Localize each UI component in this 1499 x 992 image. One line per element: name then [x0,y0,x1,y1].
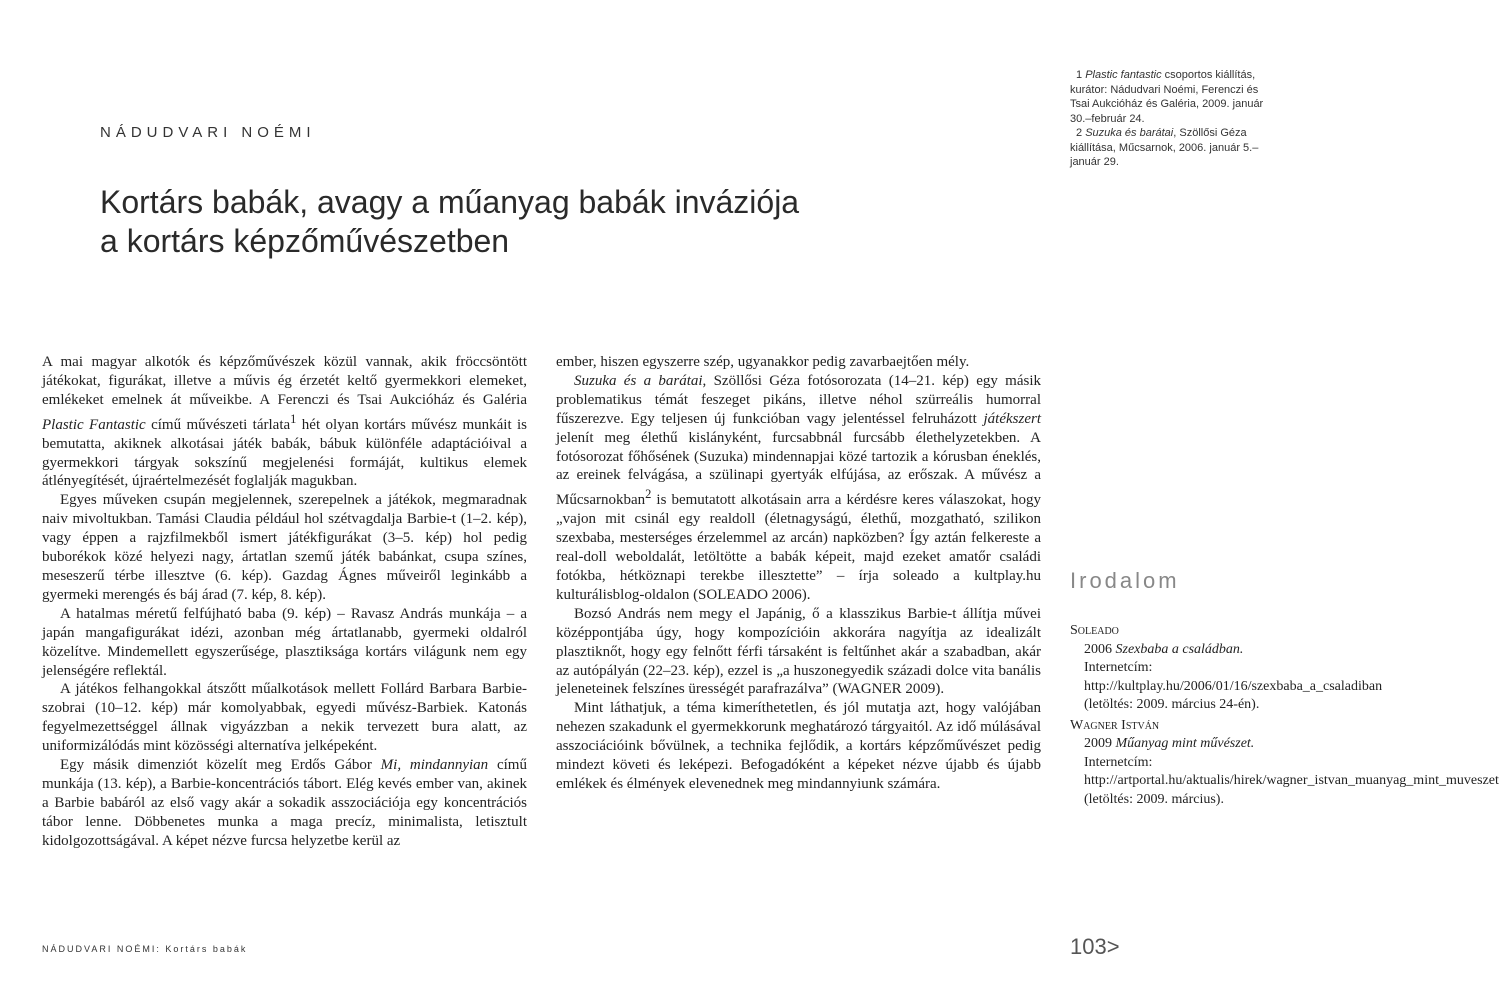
page-number: 103> [1070,934,1120,959]
paragraph: A hatalmas méretű felfújható baba (9. kép) – Ravasz András munkája – a japán mangafigurákat idézi, azonban még ártatlanabb, gyermeki oldalról közelítve. Mindemellett egyszerűsége, plasztiksága kortárs világunk nem egy jelenségére reflektál. [42,605,527,679]
author-name: NÁDUDVARI NOÉMI [100,124,316,141]
reference-entry: 2006 Szexbaba a családban. Internetcím: http://kultplay.hu/2006/01/16/szexbaba_a_csaladiban (letöltés: 2009. március 24-én). [1084,641,1383,712]
paragraph: Egyes műveken csupán megjelennek, szerepelnek a játékok, megmaradnak naiv mivoltukban. Tamási Claudia például hol szétvagdalja Barbie-t (1–2. kép), vagy éppen a rajzfilmekből ismert játékfigurákat (3–5. kép) hol pedig buborékok közé helyezi nagy, ártatlan szemű játék babánkat, csupa színes, meseszerű térbe illesztve (6. kép). Gazdag Ágnes műveiről leginkább a gyermeki merengés és báj árad (7. kép, 8. kép). [42,492,527,603]
footnote-2: 2 Suzuka és barátai, Szöllősi Géza kiállítása, Műcsarnok, 2006. január 5.–január 29. [1070,127,1259,168]
body-column-1 [42,353,527,851]
title-line-2: a kortárs képzőművészetben [100,223,510,259]
paragraph: Bozsó András nem megy el Japánig, ő a klasszikus Barbie-t állítja művei középpontjába úgy, hogy kompozícióin akkorára nagyítja az idealizált plasztiknőt, hogy egy felnőtt férfi társaként is feltűnhet akár a szabadban, akár az autópályán (22–23. kép), ezzel is „a huszonegyedik századi dolce vita banális jeleneteinek felszínes ürességét parafrazálva” (WAGNER 2009). [556,605,1041,698]
footnotes [1070,68,1265,170]
paragraph: A mai magyar alkotók és képzőművészek közül vannak, akik fröccsöntött játékokat, figurákat, illetve a művis ég érzetét keltő gyermekkori elemeket, emlékeket emelnek át műveikbe. A Ferenczi és Tsai Aukcióház és Galéria Plastic Fantastic című művészeti tárlata$^1$ hét olyan kortárs művész munkáit is bemutatta, akiknek alkotásai játék babák, bábuk különféle adaptációival a gyermekkori tárgyak sokszínű megjelenési formáját, kultikus elemek átlényegítését, újraértelmezését foglalják magukban. [42,354,528,490]
paragraph: Egy másik dimenziót közelít meg Erdős Gábor Mi, mindannyian című munkája (13. kép), a Barbie-koncentrációs tábort. Elég kevés ember van, akinek a Barbie babáról az első vagy akár a sokadik asszociációja egy koncentrációs tábor lenne. Döbbenetes munka a maga precíz, minimalista, letisztult kidolgozottságával. A képet nézve furcsa helyzetbe kerül az [42,757,527,849]
paragraph: Suzuka és a barátai, Szöllősi Géza fotósorozata (14–21. kép) egy másik problematikus témát feszeget pikáns, illetve néhol szürreális humorral fűszerezve. Egy teljesen új funkcióban vagy jelentéssel felruházott játékszert jelenít meg élethű kislányként, furcsabbnál furcsább élethelyzetekben. A fotósorozat főhősének (Suzuka) mindennapjai közé tartozik a kórusban éneklés, az ereinek felvágása, a szülinapi gyertyák elfújása, az erőszak. A művész a Műcsarnokban$^2$ is bemutatott alkotásain arra a kérdésre keres válaszokat, hogy „vajon mit csinál egy realdoll (életnagyságú, élethű, mozgatható, szilikon szexbaba, mesterséges érzelemmel az arcán) napközben? Így aztán felkereste a real-doll weboldalát, letöltötte a babák képeit, majd ezeket amatőr családi fotókba, hétköznapi terekbe illesztette” – írja soleado a kultplay.hu kulturálisblog-oldalon (SOLEADO 2006). [556,372,1041,603]
paragraph: ember, hiszen egyszerre szép, ugyanakkor pedig zavarbaejtően mély. [556,354,970,370]
reference-author: Soleado [1070,623,1119,638]
article-title [100,183,860,261]
running-footer: NÁDUDVARI NOÉMI: Kortárs babák [42,944,248,954]
bibliography-heading: Irodalom [1070,568,1180,593]
paragraph: A játékos felhangokkal átszőtt műalkotások mellett Follárd Barbara Barbie-szobrai (10–12. kép) már komolyabbak, egyedi művész-Barbiek. Katonás fegyelmezettséggel állnak vigyázzban a nekik tervezett bura alatt, az uniformizálódás mint közösségi alternatíva jelképeként. [42,681,527,755]
reference-author: Wagner István [1070,717,1160,733]
bibliography [1070,622,1499,811]
reference-entry: 2009 Műanyag mint művészet. Internetcím: http://artportal.hu/aktualis/hirek/wagner_istvan_muanyag_mint_muveszet (letöltés: 2009. március). [1084,736,1499,807]
footnote-1: 1 Plastic fantastic csoportos kiállítás, kurátor: Nádudvari Noémi, Ferenczi és Tsai Aukcióház és Galéria, 2009. január 30.–február 24. [1070,69,1264,125]
title-line-1: Kortárs babák, avagy a műanyag babák inváziója [100,184,800,220]
body-column-2 [556,353,1041,794]
paragraph: Mint láthatjuk, a téma kimeríthetetlen, és jól mutatja azt, hogy valójában nehezen szakadunk el gyermekkorunk meghatározó tárgyaitól. Az idő múlásával asszociációink bővülnek, a technika fejlődik, a kortárs képzőművészet pedig mindezt követi és leképezi. Befogadóként a képeket nézve újabb és újabb emlékek és élmények elevenednek meg mindannyiunk számára. [556,700,1041,792]
